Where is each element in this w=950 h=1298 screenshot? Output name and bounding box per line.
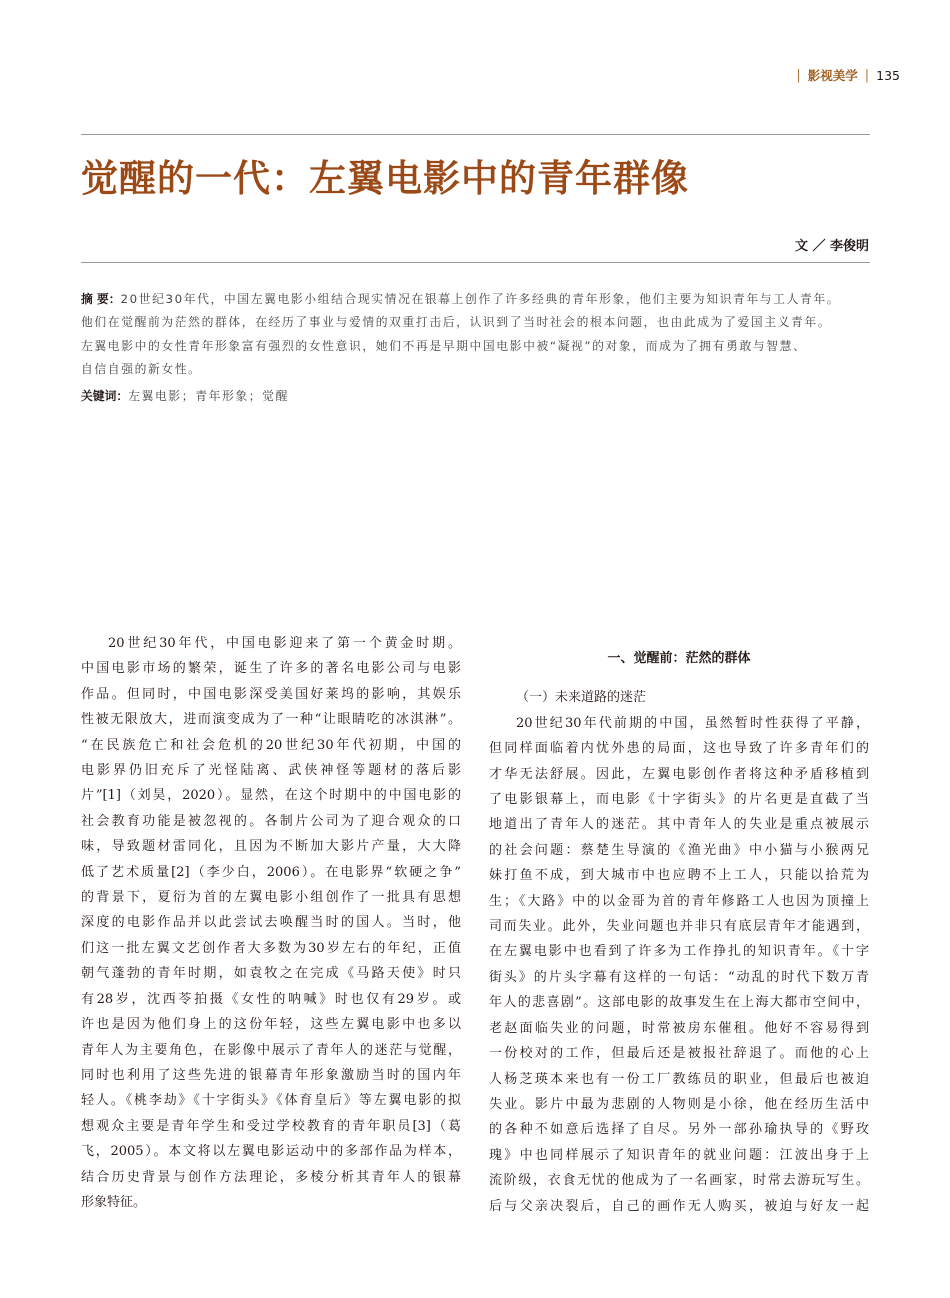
body-line: 飞，2005）。本文将以左翼电影运动中的多部作品为样本，: [81, 1144, 461, 1160]
body-line: 许也是因为他们身上的这份年轻，这些左翼电影中也多以: [81, 1017, 461, 1033]
keywords-label: 关键词：: [81, 389, 129, 403]
body-line: 深度的电影作品并以此尝试去唤醒当时的国人。当时，他: [81, 915, 461, 931]
body-line: 瑰》中也同样展示了知识青年的就业问题：江波出身于上: [489, 1147, 869, 1163]
body-line: 了电影银幕上，而电影《十字街头》的片名更是直截了当: [489, 792, 869, 808]
body-line: 结合历史背景与创作方法理论，多棱分析其青年人的银幕: [81, 1169, 461, 1185]
article-title: 觉醒的一代：左翼电影中的青年群像: [81, 157, 689, 200]
body-line: 司而失业。此外，失业问题也并非只有底层青年才能遇到，: [489, 919, 869, 935]
body-line: 年人的悲喜剧”。这部电影的故事发生在上海大都市空间中，: [489, 995, 869, 1011]
section-body: [489, 711, 869, 1219]
body-line: 们这一批左翼文艺创作者大多数为30岁左右的年纪，正值: [81, 940, 461, 956]
abstract-line: 他们在觉醒前为茫然的群体，在经历了事业与爱情的双重打击后，认识到了当时社会的根本问题，也由此成为了爱国主义青年。: [81, 315, 832, 330]
top-rule: [81, 134, 870, 135]
body-line: 的社会问题：蔡楚生导演的《渔光曲》中小猫与小猴两兄: [489, 842, 869, 858]
body-line: 地道出了青年人的迷茫。其中青年人的失业是重点被展示: [489, 817, 869, 833]
body-line: 20世纪30年代，中国电影迎来了第一个黄金时期。: [108, 636, 461, 651]
section-heading: 一、觉醒前：茫然的群体: [607, 651, 751, 666]
body-line: 中国电影市场的繁荣，诞生了许多的著名电影公司与电影: [81, 661, 461, 677]
body-line: 性被无限放大，进而演变成为了一种“让眼睛吃的冰淇淋”。: [81, 712, 461, 728]
body-line: 老赵面临失业的问题，时常被房东催租。他好不容易得到: [489, 1020, 869, 1036]
abstract-line: 摘 要：20世纪30年代，中国左翼电影小组结合现实情况在银幕上创作了许多经典的青年形象，他们主要为知识青年与工人青年。: [81, 292, 841, 306]
body-line: 电影界仍旧充斥了光怪陆离、武侠神怪等题材的落后影: [81, 763, 461, 779]
author-byline: 文 ／ 李俊明: [794, 239, 869, 254]
abstract-line: 左翼电影中的女性青年形象富有强烈的女性意识，她们不再是早期中国电影中被“凝视”的对象，而成为了拥有勇敢与智慧、: [81, 338, 807, 353]
body-line: 生；《大路》中的以金哥为首的青年修路工人也因为顶撞上: [489, 893, 869, 909]
body-line: 20世纪30年代前期的中国，虽然暂时性获得了平静，: [516, 715, 869, 731]
body-line: 后与父亲决裂后，自己的画作无人购买，被迫与好友一起: [489, 1198, 869, 1214]
body-line: 作品。但同时，中国电影深受美国好莱坞的影响，其娱乐: [81, 686, 461, 702]
body-line: 才华无法舒展。因此，左翼电影创作者将这种矛盾移植到: [489, 766, 869, 782]
abstract-line: 自信自强的新女性。: [81, 361, 202, 376]
body-column-left: [81, 631, 461, 1215]
body-line: 片”[1]（刘昊，2020）。显然，在这个时期中的中国电影的: [81, 788, 461, 804]
abstract-label: 摘 要：: [81, 292, 121, 306]
body-line: 青年人为主要角色，在影像中展示了青年人的迷茫与觉醒，: [81, 1042, 461, 1058]
abstract: [81, 288, 871, 381]
header-divider: |: [796, 67, 801, 83]
body-column-right: [489, 646, 869, 1219]
body-line: 轻人。《桃李劫》《十字街头》《体育皇后》等左翼电影的拟: [81, 1093, 461, 1109]
mid-rule: [81, 262, 870, 263]
body-line: 人杨芝瑛本来也有一份工厂教练员的职业，但最后也被迫: [489, 1071, 869, 1087]
body-line: 在左翼电影中也看到了许多为工作挣扎的知识青年。《十字: [489, 944, 869, 960]
body-line: 同时也利用了这些先进的银幕青年形象激励当时的国内年: [81, 1067, 461, 1083]
body-line: 的各种不如意后选择了自尽。另外一部孙瑜执导的《野玫: [489, 1122, 869, 1138]
body-line: 形象特征。: [81, 1194, 147, 1210]
body-line: 妹打鱼不成，到大城市中也应聘不上工人，只能以拾荒为: [489, 868, 869, 884]
running-header: [789, 66, 900, 84]
body-line: 的背景下，夏衍为首的左翼电影小组创作了一批具有思想: [81, 890, 461, 906]
body-line: 但同样面临着内忧外患的局面，这也导致了许多青年们的: [489, 741, 869, 757]
body-line: 有28岁，沈西苓拍摄《女性的呐喊》时也仅有29岁。或: [81, 991, 461, 1007]
subsection-heading: （一）未来道路的迷茫: [516, 690, 647, 706]
body-line: 低了艺术质量[2]（李少白，2006）。在电影界“软硬之争”: [81, 864, 461, 880]
body-line: “在民族危亡和社会危机的20世纪30年代初期，中国的: [81, 737, 461, 753]
header-divider: |: [864, 67, 870, 83]
body-line: 朝气蓬勃的青年时期，如袁牧之在完成《马路天使》时只: [81, 966, 461, 982]
keywords-text: 左翼电影；青年形象；觉醒: [128, 389, 289, 403]
body-line: 社会教育功能是被忽视的。各制片公司为了迎合观众的口: [81, 813, 461, 829]
body-line: 想观众主要是青年学生和受过学校教育的青年职员[3]（葛: [81, 1118, 461, 1134]
body-line: 失业。影片中最为悲剧的人物则是小徐，他在经历生活中: [489, 1096, 869, 1112]
body-line: 街头》的片头字幕有这样的一句话：“动乱的时代下数万青: [489, 969, 869, 985]
body-line: 味，导致题材雷同化，且因为不断加大影片产量，大大降: [81, 839, 461, 855]
section-name: 影视美学: [807, 68, 858, 83]
body-line: 一份校对的工作，但最后还是被报社辞退了。而他的心上: [489, 1046, 869, 1062]
keywords: [81, 387, 289, 404]
body-line: 流阶级，衣食无忧的他成为了一名画家，时常去游玩写生。: [489, 1173, 869, 1189]
page-number: 135: [876, 67, 900, 83]
